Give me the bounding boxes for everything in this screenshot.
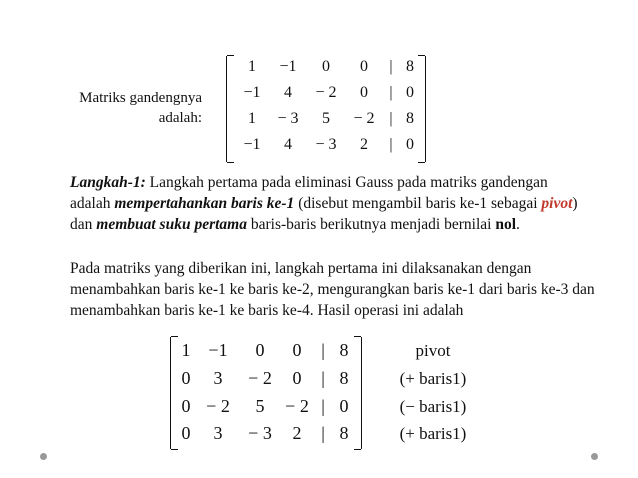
matrix-cell: 8 (339, 340, 349, 360)
matrix-cell: 0 (181, 396, 191, 416)
matrix-cell: 4 (284, 136, 292, 153)
matrix-cell: −1 (279, 58, 297, 75)
step-text: (disebut mengambil baris ke-1 sebagai (294, 195, 542, 212)
step-emphasis: membuat suku pertama (96, 216, 247, 233)
row-note: (+ baris1) (399, 424, 467, 443)
matrix-cell: 0 (406, 84, 414, 101)
matrix-row (171, 423, 361, 449)
matrix-cell: 0 (292, 368, 302, 388)
step-text: baris-baris berikutnya menjadi bernilai (246, 216, 496, 233)
matrix-cell: − 3 (277, 110, 299, 127)
matrix-cell: − 2 (285, 396, 309, 416)
matrix-separator: | (389, 58, 393, 75)
matrix-cell: 0 (406, 136, 414, 153)
matrix-cell: 8 (406, 110, 414, 127)
matrix-cell: 1 (248, 58, 256, 75)
matrix-row (227, 136, 425, 160)
matrix-cell: −1 (208, 340, 228, 360)
matrix-separator: | (389, 136, 393, 153)
matrix-cell: 8 (406, 58, 414, 75)
step-text: Langkah pertama pada eliminasi Gauss pada matriks gandengan adalah (70, 174, 548, 212)
row-note: (− baris1) (399, 397, 467, 416)
row-note: (+ baris1) (399, 369, 467, 388)
matrix-cell: 8 (339, 368, 349, 388)
matrix-cell: 3 (213, 423, 223, 443)
matrix-separator: | (321, 396, 325, 416)
matrix-row (227, 84, 425, 108)
explanation-paragraph: Pada matriks yang diberikan ini, langkah pertama ini dilaksanakan dengan menambahkan baris ke-1 ke baris ke-2, mengurangkan baris ke-1 dari baris ke-3 dan menambahkan baris ke-1 ke baris ke-4. Hasil operasi ini adalah (70, 260, 595, 319)
result-matrix (170, 337, 362, 449)
matrix-cell: 2 (360, 136, 368, 153)
matrix-separator: | (321, 368, 325, 388)
matrix-cell: −1 (243, 84, 261, 101)
matrix-row (171, 340, 361, 366)
matrix-cell: 0 (360, 84, 368, 101)
step-paragraph (70, 172, 590, 235)
step-text: ) dan (70, 195, 578, 233)
left-decor-dot (40, 453, 47, 460)
matrix-row (171, 396, 361, 422)
matrix-cell: 5 (255, 396, 265, 416)
matrix-cell: − 2 (353, 110, 375, 127)
matrix-cell: 2 (292, 423, 302, 443)
label-line-1: Matriks gandengnya (79, 90, 202, 106)
matrix-row (227, 110, 425, 134)
matrix-cell: 3 (213, 368, 223, 388)
matrix-cell: − 2 (206, 396, 230, 416)
augmented-matrix (226, 56, 426, 162)
matrix-cell: 8 (339, 423, 349, 443)
step-text: . (516, 216, 520, 233)
matrix-cell: 0 (339, 396, 349, 416)
matrix-separator: | (321, 423, 325, 443)
matrix-row (227, 58, 425, 82)
label-line-2: adalah: (158, 110, 202, 126)
matrix-cell: − 2 (248, 368, 272, 388)
matrix-cell: 0 (322, 58, 330, 75)
matrix-cell: 0 (360, 58, 368, 75)
row-note-pivot: pivot (415, 341, 451, 360)
matrix-cell: − 3 (315, 136, 337, 153)
matrix-cell: 0 (181, 423, 191, 443)
step-label: Langkah-1: (70, 174, 146, 191)
matrix-separator: | (389, 110, 393, 127)
matrix-cell: 1 (181, 340, 191, 360)
matrix-cell: 5 (322, 110, 330, 127)
matrix-cell: − 2 (315, 84, 337, 101)
matrix-separator: | (389, 84, 393, 101)
matrix-separator: | (321, 340, 325, 360)
right-decor-dot (591, 453, 598, 460)
matrix-cell: 0 (255, 340, 265, 360)
matrix-cell: 0 (292, 340, 302, 360)
matrix-cell: − 3 (248, 423, 272, 443)
step-emphasis: nol (495, 216, 517, 233)
matrix-row (171, 368, 361, 394)
augmented-matrix-label (58, 88, 202, 128)
matrix-cell: −1 (243, 136, 261, 153)
matrix-cell: 4 (284, 84, 292, 101)
step-emphasis: mempertahankan baris ke-1 (114, 195, 295, 212)
matrix-cell: 0 (181, 368, 191, 388)
pivot-term: pivot (541, 195, 573, 212)
matrix-cell: 1 (248, 110, 256, 127)
